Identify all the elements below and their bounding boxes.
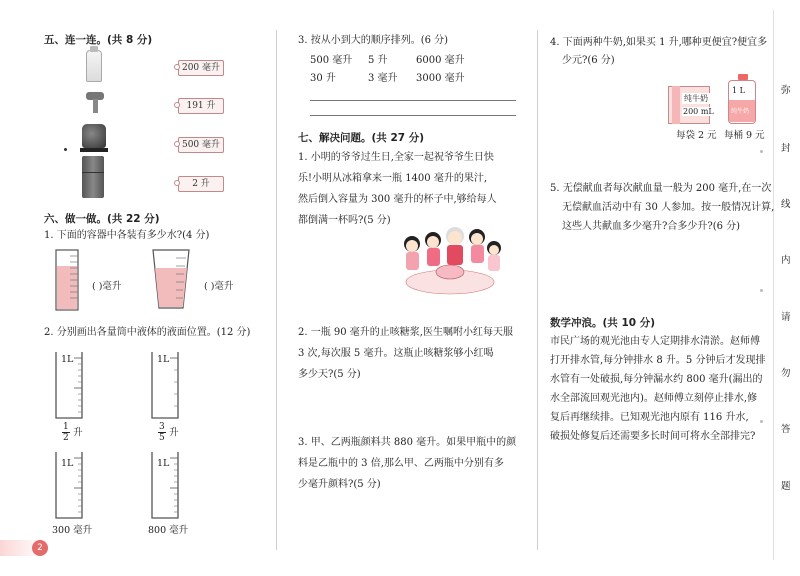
faucet-spout [93,99,98,113]
label-hole-3 [174,141,180,147]
binding-char-7: 答 [781,424,791,435]
section-5-title: 五、连一连。(共 8 分) [44,34,153,46]
numerator: 1 [63,422,69,432]
capacity-label-500ml: 500 毫升 [178,137,224,153]
order-item-5l: 5 升 [368,55,388,66]
denominator: 2 [63,433,69,443]
order-item-6000ml: 6000 毫升 [416,55,465,66]
milk-jug-volume: 1 L [732,86,745,95]
page-number-badge: 2 [32,540,48,556]
order-item-3000ml: 3000 毫升 [416,73,465,84]
column-divider-2 [537,30,538,550]
cylinder-3-caption: 300 毫升 [52,525,93,536]
binding-dot-1 [760,150,763,153]
binding-line [773,10,774,560]
bonus-line-1: 市民广场的观光池由专人定期排水清淤。赵师傅 [550,336,760,347]
column-divider-1 [276,30,277,550]
section-6-title: 六、做一做。(共 22 分) [44,213,160,225]
label-hole-2 [174,102,180,108]
q1-blank-2[interactable]: ( )毫升 [204,281,234,292]
answer-line-1[interactable] [310,100,516,101]
kettle-base [80,148,108,152]
binding-char-8: 题 [781,481,791,492]
binding-dot-2 [760,289,763,292]
milk-jug-label: 纯牛奶 [731,108,750,115]
problem-2-line-2: 3 次,每次服 5 毫升。这瓶止咳糖浆够小红喝 [298,348,494,359]
problem-4-line-2: 少元?(6 分) [562,55,615,66]
problem-5-line-3: 这些人共献血多少毫升?合多少升?(6 分) [562,221,741,232]
label-hole-1 [174,64,180,70]
answer-line-2[interactable] [310,115,516,116]
problem-5-line-1: 5. 无偿献血者每次献血量一般为 200 毫升,在一次 [550,183,772,194]
denominator: 5 [159,433,165,443]
numerator: 3 [159,422,165,432]
order-item-30l: 30 升 [310,73,336,84]
problem-3-line-1: 3. 甲、乙两瓶颜料共 880 毫升。如果甲瓶中的颜 [298,437,517,448]
refrigerator-door-line [82,172,104,173]
order-item-500ml: 500 毫升 [310,55,353,66]
kettle-image [82,124,106,148]
bonus-section-title: 数学冲浪。(共 10 分) [550,317,656,329]
bonus-line-5: 复后再继续排。已知观光池内原有 116 升水, [550,412,749,423]
cylinder-3-top-label: 1L [61,458,74,469]
cylinder-4-top-label: 1L [157,458,170,469]
question-5-3: 3. 按从小到大的顺序排列。(6 分) [298,35,449,46]
cylinder-4-caption: 800 毫升 [148,525,189,536]
milk-bag-volume: 200 mL [683,107,714,116]
cylinder-1-caption [62,422,83,443]
problem-3-line-2: 料是乙瓶中的 3 倍,那么甲、乙两瓶中分别有多 [298,458,504,469]
refrigerator-image [82,156,104,198]
measuring-cylinder-graphic [52,246,82,312]
match-dot [64,148,67,151]
milk-bag-side [672,86,680,124]
binding-char-3: 线 [781,199,791,210]
unit: 升 [73,427,83,439]
milk-bag-label: 纯牛奶 [684,94,708,103]
unit: 升 [169,427,179,439]
order-item-3ml: 3 毫升 [368,73,398,84]
cylinder-2-top-label: 1L [157,354,170,365]
lotion-bottle-cap [90,46,98,52]
lotion-bottle-image [86,50,102,82]
fraction-three-fifths [158,422,166,443]
bonus-line-6: 破损处修复后还需要多长时间可将水全部排完? [550,431,756,442]
question-6-2: 2. 分别画出各量筒中液体的液面位置。(12 分) [44,327,251,338]
binding-dot-3 [760,420,763,423]
capacity-label-2l: 2 升 [178,176,224,192]
binding-char-6: 勿 [781,368,791,379]
capacity-label-191l: 191 升 [178,98,224,114]
problem-2-line-3: 多少天?(5 分) [298,369,361,380]
family-birthday-illustration [398,222,504,298]
binding-char-5: 请 [781,312,791,323]
bonus-line-2: 打开排水管,每分钟排水 8 升。5 分钟后才发现排 [550,355,766,366]
capacity-label-200ml: 200 毫升 [178,60,224,76]
milk-jug-price: 每桶 9 元 [724,130,765,141]
bonus-line-3: 水管有一处破损,每分钟漏水约 800 毫升(漏出的 [550,374,763,385]
cylinder-1-top-label: 1L [61,354,74,365]
section-7-title: 七、解决问题。(共 27 分) [298,132,425,144]
problem-4-line-1: 4. 下面两种牛奶,如果买 1 升,哪种更便宜?便宜多 [550,37,768,48]
problem-1-line-3: 然后倒入容量为 300 毫升的杯子中,够给每人 [298,194,497,205]
beaker-graphic [150,246,192,312]
bonus-line-4: 水全部流回观光池内)。赵师傅立刻停止排水,修 [550,393,758,404]
question-6-1: 1. 下面的容器中各装有多少水?(4 分) [44,230,210,241]
fraction-one-half [62,422,70,443]
binding-char-4: 内 [781,255,791,266]
problem-1-line-2: 乐!小明从冰箱拿来一瓶 1400 毫升的果汁, [298,173,488,184]
binding-char-2: 封 [781,143,791,154]
problem-1-line-4: 都倒满一杯吗?(5 分) [298,215,391,226]
problem-3-line-3: 少毫升颜料?(5 分) [298,479,381,490]
problem-2-line-1: 2. 一瓶 90 毫升的止咳糖浆,医生嘱咐小红每天服 [298,327,513,338]
problem-1-line-1: 1. 小明的爷爷过生日,全家一起祝爷爷生日快 [298,152,494,163]
q1-blank-1[interactable]: ( )毫升 [92,281,122,292]
milk-bag-price: 每袋 2 元 [676,130,717,141]
milk-jug-cap [738,74,748,80]
binding-char-1: 弥 [781,85,791,96]
cylinder-2-caption [158,422,179,443]
label-hole-4 [174,180,180,186]
problem-5-line-2: 无偿献血活动中有 30 人参加。按一般情况计算, [562,202,775,213]
